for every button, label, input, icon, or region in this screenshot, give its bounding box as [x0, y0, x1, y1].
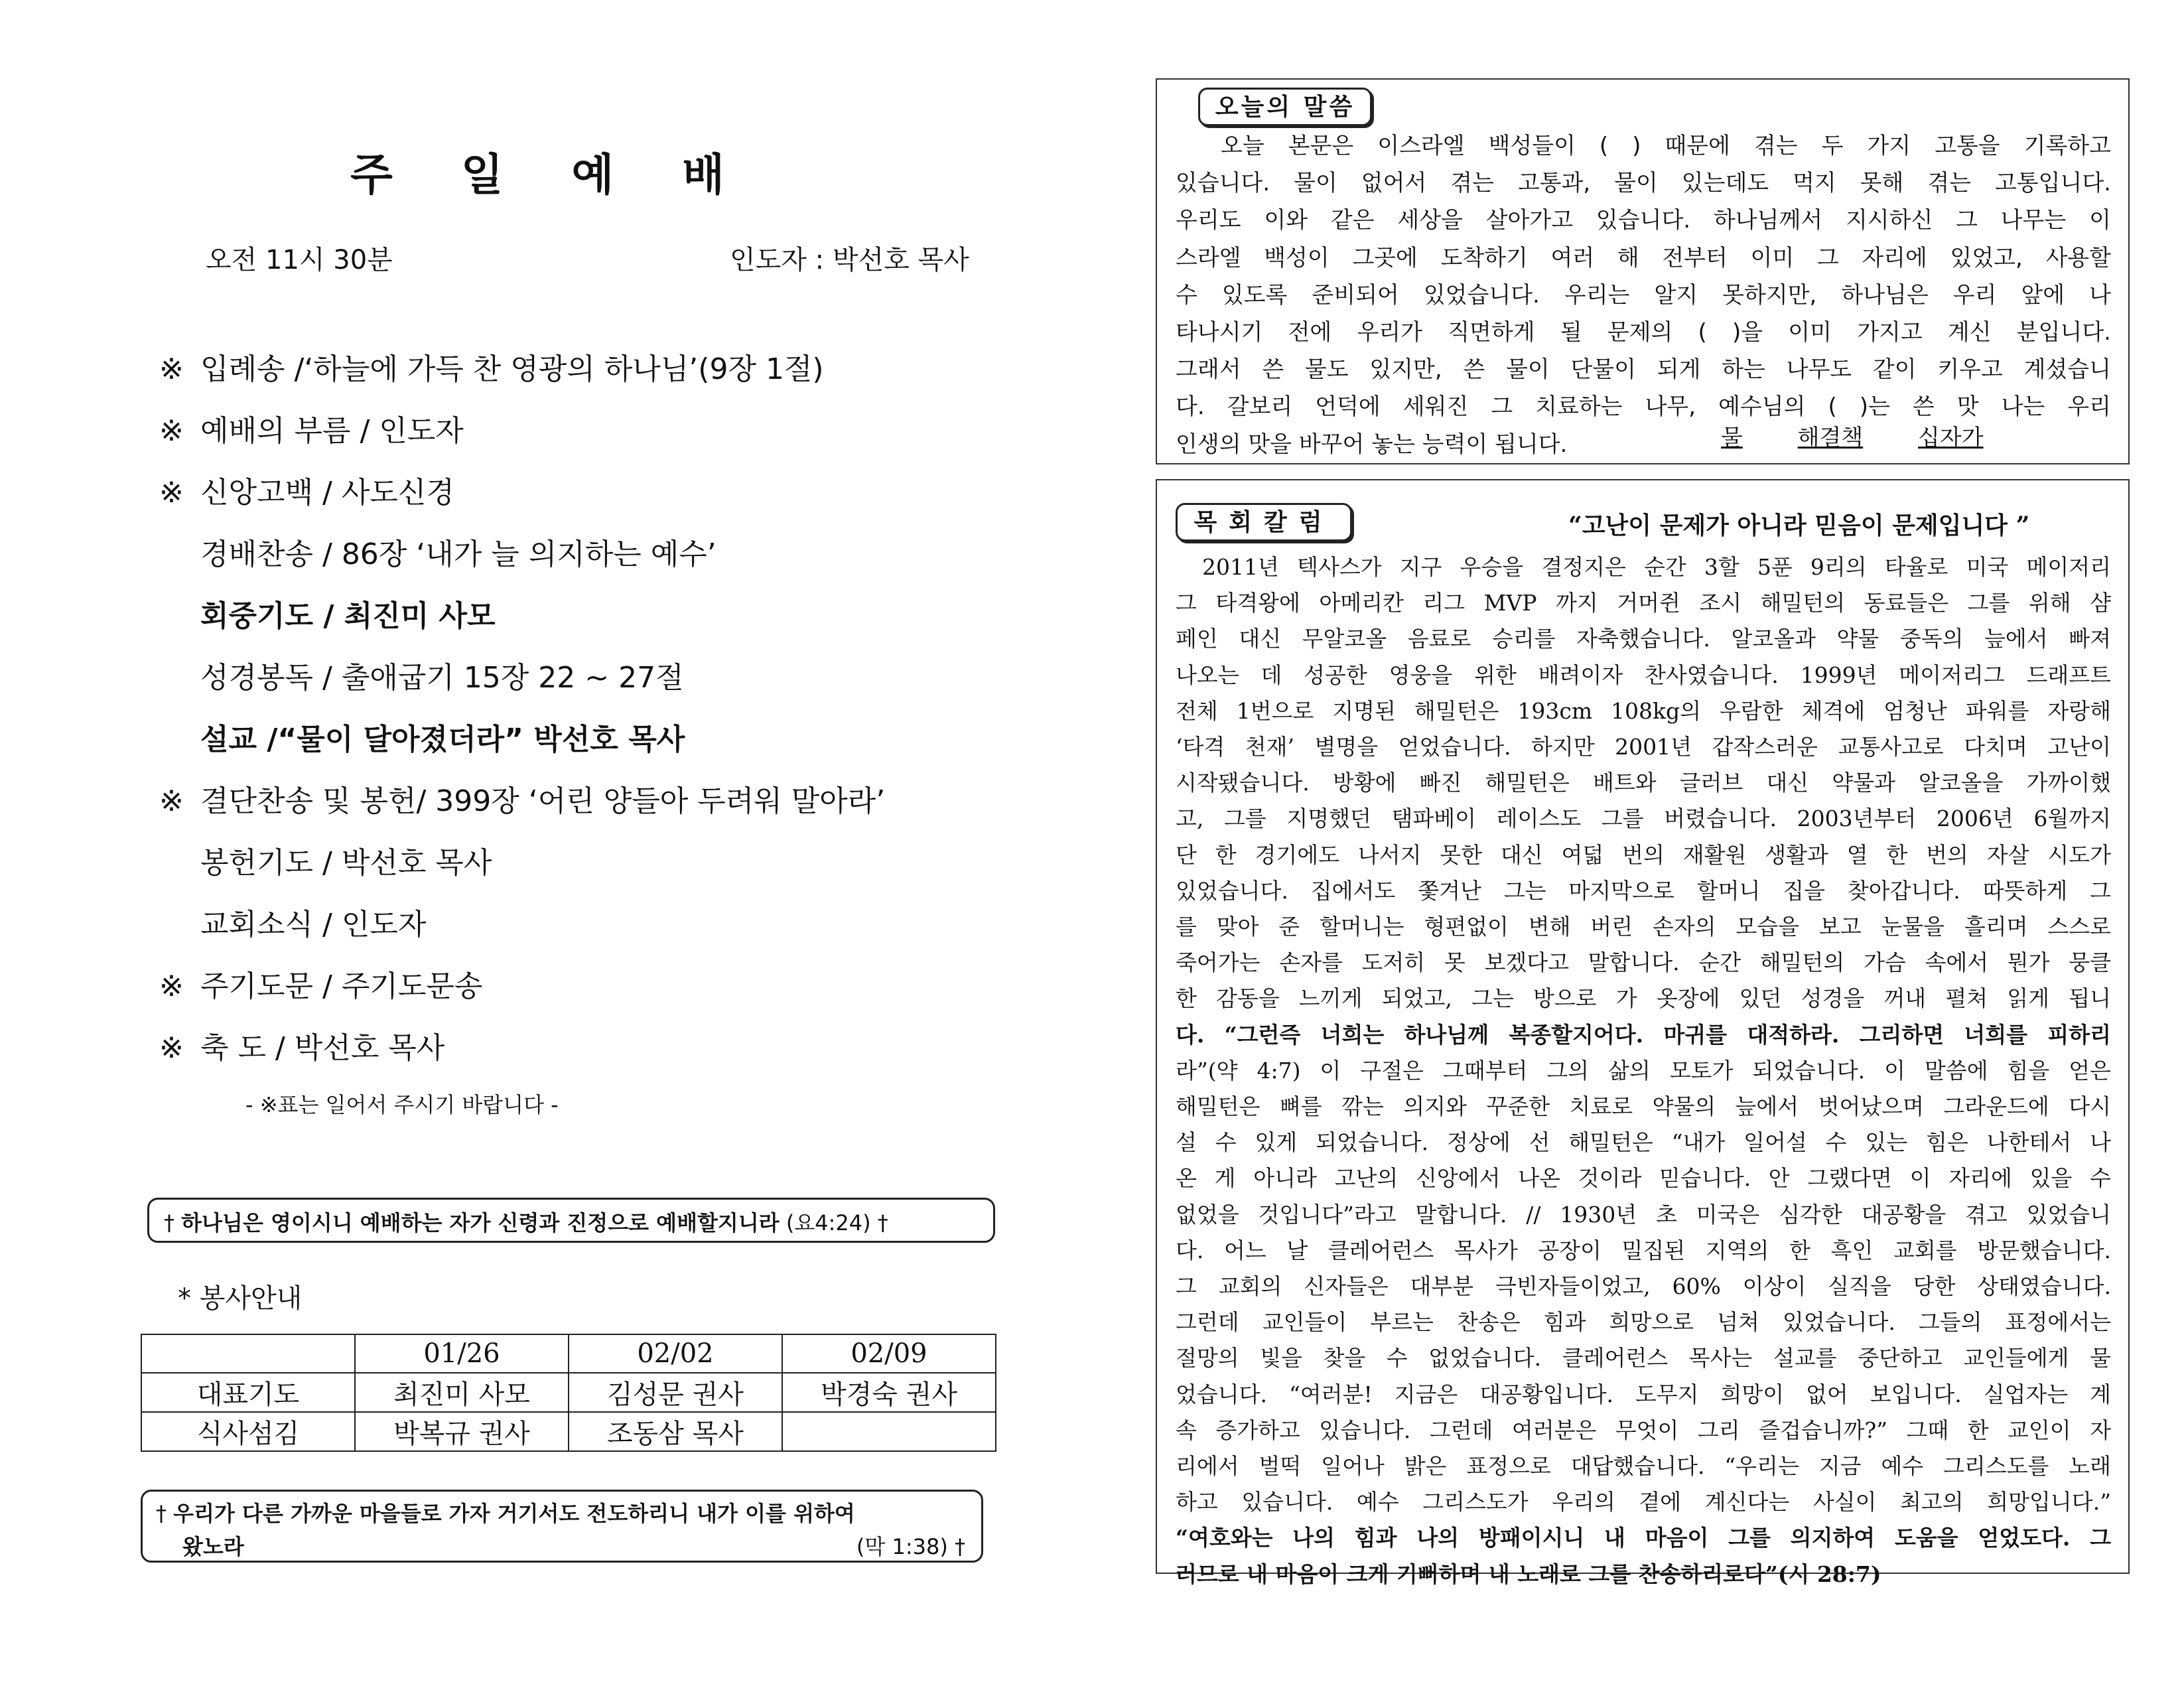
todays-word-label: 오늘의 말씀	[1198, 88, 1372, 126]
table-cell: 최진미 사모	[355, 1373, 569, 1412]
answer: 물	[1721, 425, 1743, 451]
table-cell: 조동삼 목사	[569, 1412, 782, 1451]
table-row	[141, 1412, 996, 1451]
service-leader: 인도자 : 박선호 목사	[730, 245, 969, 275]
text-line: 오늘 본문은 이스라엘 백성들이 ( ) 때문에 겪는 두 가지 고통을 기록하고	[1221, 133, 2111, 159]
text-line: 를 맞아 준 할머니는 형편없이 변해 버린 손자의 모습을 보고 눈물을 흘리며 스스로	[1176, 914, 2111, 940]
text-line: 그 타격왕에 아메리칸 리그 MVP 까지 거머쥔 조시 해밀턴의 동료들은 그를 위해 샴	[1176, 590, 2111, 616]
table-row	[141, 1373, 996, 1412]
text-line: 전체 1번으로 지명된 해밀턴은 193cm 108kg의 우람한 체격에 엄청난 파워를 자랑해	[1176, 697, 2111, 724]
service-heading: * 봉사안내	[178, 1283, 303, 1314]
service-time: 오전 11시 30분	[206, 245, 393, 275]
text-line: 나오는 데 성공한 영웅을 위한 배려이자 찬사였습니다. 1999년 메이저리그 드래프트	[1176, 662, 2111, 688]
text-line: 라”(약 4:7) 이 구절은 그때부터 그의 삶의 모토가 되었습니다. 이 말씀에 힘을 얻은	[1176, 1057, 2111, 1084]
answer: 십자가	[1918, 425, 1984, 451]
text-line: 고, 그를 지명했던 탬파베이 레이스도 그를 버렸습니다. 2003년부터 2006년 6월까지	[1176, 806, 2111, 832]
text-line: 었습니다. “여러분! 지금은 대공황입니다. 도무지 희망이 없어 보입니다. 실업자는 계	[1176, 1381, 2111, 1407]
text-line: 다. 어느 날 클레어런스 목사가 공장이 밀집된 지역의 한 흑인 교회를 방문했습니다.	[1176, 1237, 2111, 1263]
answer: 해결책	[1797, 425, 1864, 451]
column-text	[1176, 549, 2111, 1592]
answer-key	[1721, 419, 2031, 452]
column-title: “고난이 문제가 아니라 믿음이 문제입니다 ”	[1568, 512, 2030, 539]
text-line: 있었습니다. 집에서도 쫓겨난 그는 마지막으로 할머니 집을 찾아갑니다. 따뜻하게 그	[1176, 877, 2111, 904]
service-table	[141, 1334, 996, 1452]
order-item: 교회소식 / 인도자	[200, 908, 427, 942]
table-cell: 박복규 권사	[355, 1412, 569, 1451]
text-line: 인생의 맛을 바꾸어 놓는 능력이 됩니다.	[1176, 431, 1568, 458]
table-cell: 박경숙 권사	[782, 1373, 996, 1412]
text-line: 러므로 내 마음이 크게 기뻐하며 내 노래로 그를 찬송하리로다”(시 28:7)	[1176, 1561, 1881, 1587]
todays-word-text	[1176, 127, 2111, 463]
text-line: 단 한 경기에도 나서지 못한 대신 여덟 번의 재활원 생활과 열 한 번의 자살 시도가	[1176, 841, 2111, 868]
standing-note: - ※표는 일어서 주시기 바랍니다 -	[245, 1092, 559, 1117]
table-header: 01/26	[355, 1334, 569, 1373]
order-item: ※ 신앙고백 / 사도신경	[159, 476, 454, 510]
cross-icon: †	[955, 1534, 965, 1559]
text-line: 우리도 이와 같은 세상을 살아가고 있습니다. 하나님께서 지시하신 그 나무는 이	[1176, 207, 2111, 234]
text-line: 시작됐습니다. 방황에 빠진 해밀턴은 배트와 글러브 대신 약물과 알코올을 가까이했	[1176, 770, 2111, 796]
text-line: “여호와는 나의 힘과 나의 방패이시니 내 마음이 그를 의지하여 도움을 얻었도다. 그	[1176, 1525, 2111, 1551]
text-line: 없었을 것입니다”라고 말합니다. // 1930년 초 미국은 심각한 대공황을 겪고 있었습니	[1176, 1201, 2111, 1228]
table-cell	[782, 1412, 996, 1451]
text-line: 수 있도록 준비되어 있었습니다. 우리는 알지 못하지만, 하나님은 우리 앞에 나	[1176, 281, 2111, 309]
order-item: ※ 결단찬송 및 봉헌/ 399장 ‘어린 양들아 두려워 말아라’	[159, 784, 886, 818]
order-item: ※ 축 도 / 박선호 목사	[159, 1031, 445, 1065]
order-item: 설교 /“물이 달아졌더라” 박선호 목사	[200, 723, 685, 756]
table-header: 02/02	[569, 1334, 782, 1373]
verse-box-mark	[141, 1490, 983, 1563]
order-item: 회중기도 / 최진미 사모	[200, 599, 496, 633]
text-line: 2011년 텍사스가 지구 우승을 결정지은 순간 3할 5푼 9리의 타율로 미국 메이저리	[1202, 554, 2111, 580]
text-line: 스라엘 백성이 그곳에 도착하기 여러 해 전부터 이미 그 자리에 있었고, 사용할	[1176, 244, 2111, 271]
text-line: ‘타격 천재’ 별명을 얻었습니다. 하지만 2001년 갑작스러운 교통사고로 다치며 고난이	[1176, 734, 2111, 760]
table-cell: 김성문 권사	[569, 1373, 782, 1412]
text-line: 있습니다. 물이 없어서 겪는 고통과, 물이 있는데도 먹지 못해 겪는 고통입니다.	[1176, 170, 2111, 197]
table-cell: 식사섬김	[141, 1412, 355, 1451]
table-header-row	[141, 1334, 996, 1373]
table-cell: 대표기도	[141, 1373, 355, 1412]
text-line: 그래서 쓴 물도 있지만, 쓴 물이 단물이 되게 하는 나무도 같이 키우고 계셨습니	[1176, 356, 2111, 384]
text-line: 그 교회의 신자들은 대부분 극빈자들이었고, 60% 이상이 실직을 당한 상태였습니다.	[1176, 1273, 2111, 1300]
verse-ref: (막 1:38)	[856, 1534, 948, 1559]
text-line: 하고 있습니다. 예수 그리스도가 우리의 곁에 계신다는 사실이 최고의 희망입니다.”	[1176, 1489, 2111, 1516]
pastor-column-label: 목회칼럼	[1176, 503, 1352, 541]
text-line: 한 감동을 느끼게 되었고, 그는 방으로 가 옷장에 있던 성경을 꺼내 펼쳐 읽게 됩니	[1176, 985, 2111, 1012]
text-line: 페인 대신 무알코올 음료로 승리를 자축했습니다. 알코올과 약물 중독의 늪에서 빠져	[1176, 626, 2111, 652]
cross-icon: †	[156, 1501, 167, 1526]
table-header: 02/09	[782, 1334, 996, 1373]
verse-text: 왔노라	[182, 1534, 244, 1559]
text-line: 해밀턴은 뼈를 깎는 의지와 꾸준한 치료로 약물의 늪에서 벗어났으며 그라운드에 다시	[1176, 1093, 2111, 1120]
text-line: 절망의 빛을 찾을 수 없었습니다. 클레어런스 목사는 설교를 중단하고 교인들에게 물	[1176, 1345, 2111, 1372]
order-item: 성경봉독 / 출애굽기 15장 22 ~ 27절	[200, 661, 684, 695]
order-item: 경배찬송 / 86장 ‘내가 늘 의지하는 예수’	[200, 537, 717, 571]
text-line: 속 증가하고 있습니다. 그런데 여러분은 무엇이 그리 즐겁습니까?” 그때 한 교인이 자	[1176, 1417, 2111, 1443]
verse-ref: (요4:24)	[785, 1210, 871, 1235]
todays-word-box	[1156, 78, 2130, 464]
text-line: 그런데 교인들이 부르는 찬송은 힘과 희망으로 넘쳐 있었습니다. 그들의 표정에서는	[1176, 1309, 2111, 1336]
text-line: 설 수 있게 되었습니다. 정상에 선 해밀턴은 “내가 일어설 수 있는 힘은 나한테서 나	[1176, 1129, 2111, 1156]
verse-text: 우리가 다른 가까운 마을들로 가자 거기서도 전도하리니 내가 이를 위하여	[173, 1501, 855, 1526]
verse-text: 하나님은 영이시니 예배하는 자가 신령과 진정으로 예배할지니라	[181, 1210, 780, 1235]
cross-icon: †	[877, 1210, 888, 1235]
table-cell	[141, 1334, 355, 1373]
text-line: 다. 갈보리 언덕에 세워진 그 치료하는 나무, 예수님의 ( )는 쓴 맛 나는 우리	[1176, 393, 2111, 421]
text-line: 온 게 아니라 고난의 신앙에서 나온 것이라 믿습니다. 안 그랬다면 이 자리에 있을 수	[1176, 1165, 2111, 1192]
text-line: 타나시기 전에 우리가 직면하게 될 문제의 ( )을 이미 가지고 계신 분입니다.	[1176, 319, 2111, 346]
pastor-column-box	[1156, 479, 2130, 1587]
text-line: 리에서 벌떡 일어나 밝은 표정으로 대답했습니다. “우리는 지금 예수 그리스도를 노래	[1176, 1453, 2111, 1480]
order-item: 봉헌기도 / 박선호 목사	[200, 846, 492, 880]
order-item: ※ 예배의 부름 / 인도자	[159, 414, 464, 448]
cross-icon: †	[164, 1210, 174, 1235]
page-title: 주 일 예 배	[350, 149, 751, 200]
text-line: 다. “그런즉 너희는 하나님께 복종할지어다. 마귀를 대적하라. 그리하면 너희를 피하리	[1176, 1021, 2111, 1048]
verse-box-john	[147, 1198, 995, 1243]
text-line: 죽어가는 손자를 도저히 못 보겠다고 말합니다. 순간 해밀턴의 가슴 속에서 뭔가 뭉클	[1176, 950, 2111, 976]
order-item: ※ 주기도문 / 주기도문송	[159, 969, 483, 1003]
order-item: ※ 입례송 /‘하늘에 가득 찬 영광의 하나님’(9장 1절)	[159, 352, 824, 386]
